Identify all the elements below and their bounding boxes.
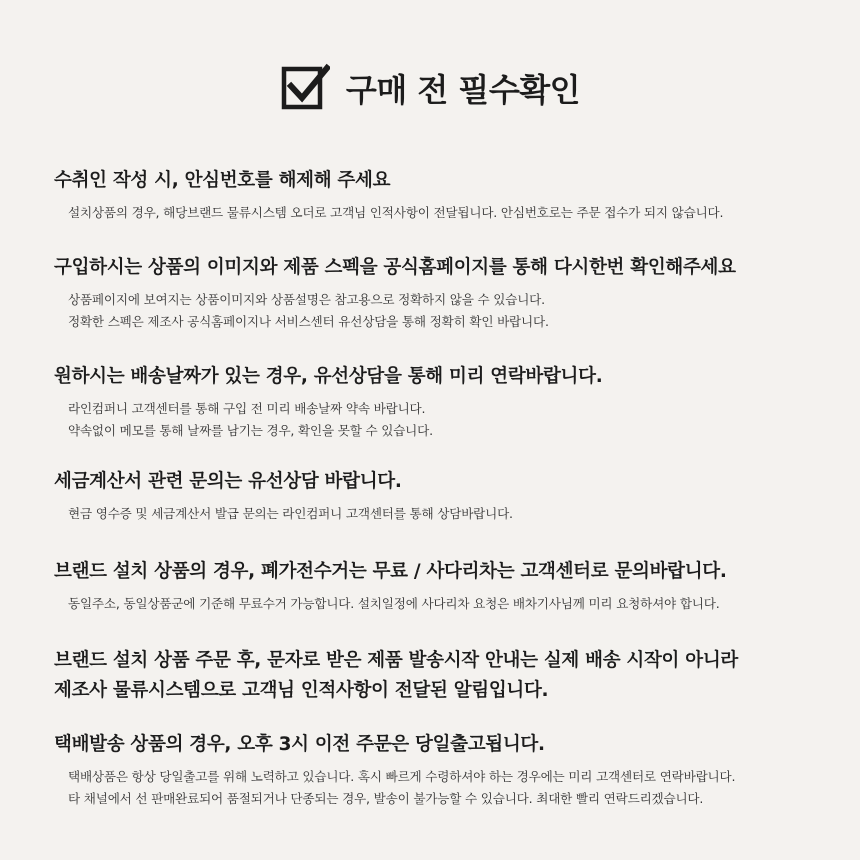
- page-title: 구매 전 필수확인: [345, 71, 581, 109]
- section-body-line: 정확한 스펙은 제조사 공식홈페이지나 서비스센터 유선상담을 통해 정확히 확인 바랍니다.: [68, 314, 549, 329]
- notice-section-tax-invoice: [54, 467, 844, 525]
- section-heading: 세금계산서 관련 문의는 유선상담 바랍니다.: [54, 471, 402, 492]
- section-heading: 제조사 물류시스템으로 고객님 인적사항이 전달된 알림입니다.: [54, 680, 549, 701]
- section-heading: 수취인 작성 시, 안심번호를 해제해 주세요: [54, 170, 391, 191]
- notice-section-delivery-date: [54, 362, 844, 442]
- notice-section-product-spec: [54, 253, 844, 333]
- page-header: [0, 60, 860, 116]
- notice-section-anonymous-number: [54, 166, 844, 224]
- section-body-line: 라인컴퍼니 고객센터를 통해 구입 전 미리 배송날짜 약속 바랍니다.: [68, 401, 426, 416]
- section-heading: 브랜드 설치 상품 주문 후, 문자로 받은 제품 발송시작 안내는 실제 배송 시작이 아니라: [54, 650, 738, 671]
- section-heading: 브랜드 설치 상품의 경우, 폐가전수거는 무료 / 사다리차는 고객센터로 문의바랍니다.: [54, 561, 727, 582]
- notice-section-appliance-pickup: [54, 557, 844, 615]
- section-heading: 택배발송 상품의 경우, 오후 3시 이전 주문은 당일출고됩니다.: [54, 734, 545, 755]
- notice-section-same-day-shipping: [54, 730, 844, 810]
- notice-section-shipping-notice: [54, 646, 844, 706]
- section-heading: 원하시는 배송날짜가 있는 경우, 유선상담을 통해 미리 연락바랍니다.: [54, 366, 603, 387]
- section-body-line: 약속없이 메모를 통해 날짜를 남기는 경우, 확인을 못할 수 있습니다.: [68, 423, 433, 438]
- section-body-line: 타 채널에서 선 판매완료되어 품절되거나 단종되는 경우, 발송이 불가능할 수 있습니다. 최대한 빨리 연락드리겠습니다.: [68, 791, 704, 806]
- section-body-line: 상품페이지에 보여지는 상품이미지와 상품설명은 참고용으로 정확하지 않을 수 있습니다.: [68, 292, 545, 307]
- section-body-line: 설치상품의 경우, 해당브랜드 물류시스템 오더로 고객님 인적사항이 전달됩니다. 안심번호로는 주문 접수가 되지 않습니다.: [68, 205, 724, 220]
- section-body-line: 동일주소, 동일상품군에 기준해 무료수거 가능합니다. 설치일정에 사다리차 요청은 배차기사님께 미리 요청하셔야 합니다.: [68, 596, 720, 611]
- section-body-line: 택배상품은 항상 당일출고를 위해 노력하고 있습니다. 혹시 빠르게 수령하셔야 하는 경우에는 미리 고객센터로 연락바랍니다.: [68, 769, 736, 784]
- section-heading: 구입하시는 상품의 이미지와 제품 스펙을 공식홈페이지를 통해 다시한번 확인해주세요: [54, 257, 736, 278]
- checkbox-checked-icon: [280, 63, 330, 113]
- section-body-line: 현금 영수증 및 세금계산서 발급 문의는 라인컴퍼니 고객센터를 통해 상담바랍니다.: [68, 506, 513, 521]
